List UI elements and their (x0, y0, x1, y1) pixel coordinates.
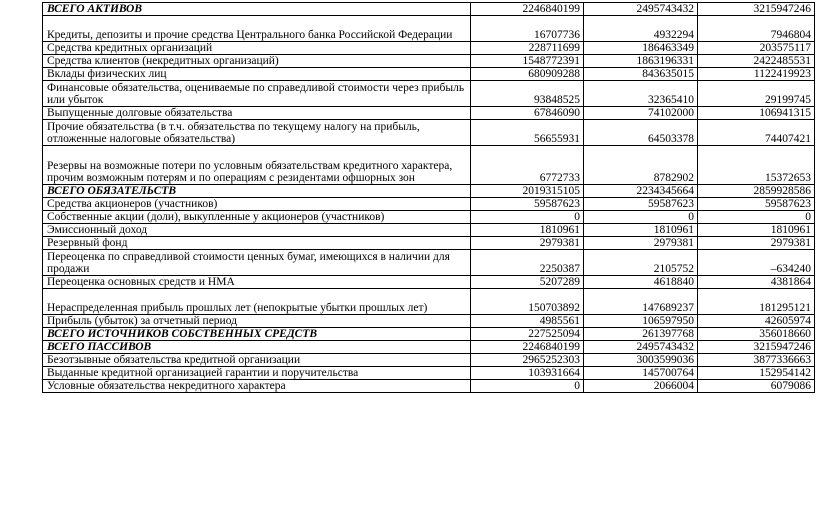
row-label: Прибыль (убыток) за отчетный период (43, 315, 471, 328)
value-cell-3: 7946804 (698, 16, 815, 42)
value-cell-1: 228711699 (471, 42, 584, 55)
value-cell-1: 0 (471, 211, 584, 224)
row-label: Средства кредитных организаций (43, 42, 471, 55)
value-cell-1: 1810961 (471, 224, 584, 237)
row-label: Безотзывные обязательства кредитной организации (43, 354, 471, 367)
value-cell-3: 3215947246 (698, 3, 815, 16)
value-cell-2: 4932294 (584, 16, 698, 42)
value-cell-3: 4381864 (698, 276, 815, 289)
value-cell-3: 74407421 (698, 120, 815, 146)
value-cell-3: 29199745 (698, 81, 815, 107)
value-cell-1: 1548772391 (471, 55, 584, 68)
value-cell-3: 1122419923 (698, 68, 815, 81)
value-cell-2: 2234345664 (584, 185, 698, 198)
row-label: Эмиссионный доход (43, 224, 471, 237)
row-label: ВСЕГО ИСТОЧНИКОВ СОБСТВЕННЫХ СРЕДСТВ (43, 328, 471, 341)
row-label: Вклады физических лиц (43, 68, 471, 81)
value-cell-3: 181295121 (698, 289, 815, 315)
total-row (43, 185, 815, 198)
value-cell-3: 1810961 (698, 224, 815, 237)
value-cell-3: 15372653 (698, 146, 815, 185)
row-label: ВСЕГО АКТИВОВ (43, 3, 471, 16)
value-cell-2: 8782902 (584, 146, 698, 185)
table-row (43, 146, 815, 185)
row-label: Условные обязательства некредитного характера (43, 380, 471, 393)
value-cell-1: 93848525 (471, 81, 584, 107)
value-cell-2: 843635015 (584, 68, 698, 81)
value-cell-3: 2422485531 (698, 55, 815, 68)
value-cell-1: 0 (471, 380, 584, 393)
value-cell-3: 356018660 (698, 328, 815, 341)
value-cell-3: 3215947246 (698, 341, 815, 354)
value-cell-1: 5207289 (471, 276, 584, 289)
value-cell-3: 203575117 (698, 42, 815, 55)
value-cell-2: 106597950 (584, 315, 698, 328)
value-cell-3: 6079086 (698, 380, 815, 393)
value-cell-2: 2495743432 (584, 341, 698, 354)
row-label: Кредиты, депозиты и прочие средства Центрального банка Российской Федерации (43, 16, 471, 42)
table-body (43, 3, 815, 393)
value-cell-3: 106941315 (698, 107, 815, 120)
total-row (43, 3, 815, 16)
table-row (43, 276, 815, 289)
value-cell-1: 2019315105 (471, 185, 584, 198)
table-row (43, 107, 815, 120)
value-cell-2: 74102000 (584, 107, 698, 120)
value-cell-2: 261397768 (584, 328, 698, 341)
table-row (43, 68, 815, 81)
value-cell-2: 64503378 (584, 120, 698, 146)
row-label: Прочие обязательства (в т.ч. обязательства по текущему налогу на прибыль, отложенные налоговые обязательства) (43, 120, 471, 146)
value-cell-1: 150703892 (471, 289, 584, 315)
value-cell-1: 16707736 (471, 16, 584, 42)
table-row (43, 237, 815, 250)
value-cell-2: 1863196331 (584, 55, 698, 68)
table-row (43, 367, 815, 380)
value-cell-1: 2246840199 (471, 341, 584, 354)
table-row (43, 55, 815, 68)
row-label: ВСЕГО ПАССИВОВ (43, 341, 471, 354)
row-label: Собственные акции (доли), выкупленные у акционеров (участников) (43, 211, 471, 224)
value-cell-2: 3003599036 (584, 354, 698, 367)
row-label: Финансовые обязательства, оцениваемые по справедливой стоимости через прибыль или убыток (43, 81, 471, 107)
row-label: Выданные кредитной организацией гарантии и поручительства (43, 367, 471, 380)
total-row (43, 341, 815, 354)
row-label: Выпущенные долговые обязательства (43, 107, 471, 120)
value-cell-3: 152954142 (698, 367, 815, 380)
value-cell-2: 145700764 (584, 367, 698, 380)
row-label: Переоценка основных средств и НМА (43, 276, 471, 289)
table-row (43, 250, 815, 276)
row-label: Средства клиентов (некредитных организаций) (43, 55, 471, 68)
row-label: ВСЕГО ОБЯЗАТЕЛЬСТВ (43, 185, 471, 198)
value-cell-2: 2105752 (584, 250, 698, 276)
row-label: Резервный фонд (43, 237, 471, 250)
table-row (43, 354, 815, 367)
value-cell-2: 4618840 (584, 276, 698, 289)
value-cell-2: 186463349 (584, 42, 698, 55)
value-cell-1: 2979381 (471, 237, 584, 250)
row-label: Переоценка по справедливой стоимости ценных бумаг, имеющихся в наличии для продажи (43, 250, 471, 276)
table-row (43, 289, 815, 315)
value-cell-1: 2246840199 (471, 3, 584, 16)
table-row (43, 120, 815, 146)
value-cell-3: 0 (698, 211, 815, 224)
value-cell-2: 32365410 (584, 81, 698, 107)
value-cell-1: 227525094 (471, 328, 584, 341)
total-row (43, 328, 815, 341)
table-row (43, 16, 815, 42)
value-cell-1: 6772733 (471, 146, 584, 185)
value-cell-1: 680909288 (471, 68, 584, 81)
value-cell-2: 2979381 (584, 237, 698, 250)
row-label: Средства акционеров (участников) (43, 198, 471, 211)
table-row (43, 380, 815, 393)
value-cell-3: 2859928586 (698, 185, 815, 198)
table-row (43, 81, 815, 107)
value-cell-1: 2965252303 (471, 354, 584, 367)
value-cell-2: 1810961 (584, 224, 698, 237)
table-row (43, 42, 815, 55)
value-cell-2: 2495743432 (584, 3, 698, 16)
table-row (43, 211, 815, 224)
value-cell-1: 67846090 (471, 107, 584, 120)
value-cell-3: 3877336663 (698, 354, 815, 367)
balance-sheet-table (42, 2, 815, 393)
value-cell-1: 59587623 (471, 198, 584, 211)
table-row (43, 224, 815, 237)
value-cell-1: 2250387 (471, 250, 584, 276)
value-cell-1: 103931664 (471, 367, 584, 380)
value-cell-3: –634240 (698, 250, 815, 276)
value-cell-2: 2066004 (584, 380, 698, 393)
row-label: Резервы на возможные потери по условным обязательствам кредитного характера, прочим возможным потерям и по операциям с резидентами офшорных зон (43, 146, 471, 185)
value-cell-1: 56655931 (471, 120, 584, 146)
value-cell-2: 0 (584, 211, 698, 224)
row-label: Нераспределенная прибыль прошлых лет (непокрытые убытки прошлых лет) (43, 289, 471, 315)
value-cell-3: 42605974 (698, 315, 815, 328)
table-row (43, 315, 815, 328)
value-cell-2: 59587623 (584, 198, 698, 211)
value-cell-1: 4985561 (471, 315, 584, 328)
value-cell-3: 2979381 (698, 237, 815, 250)
value-cell-3: 59587623 (698, 198, 815, 211)
value-cell-2: 147689237 (584, 289, 698, 315)
table-row (43, 198, 815, 211)
